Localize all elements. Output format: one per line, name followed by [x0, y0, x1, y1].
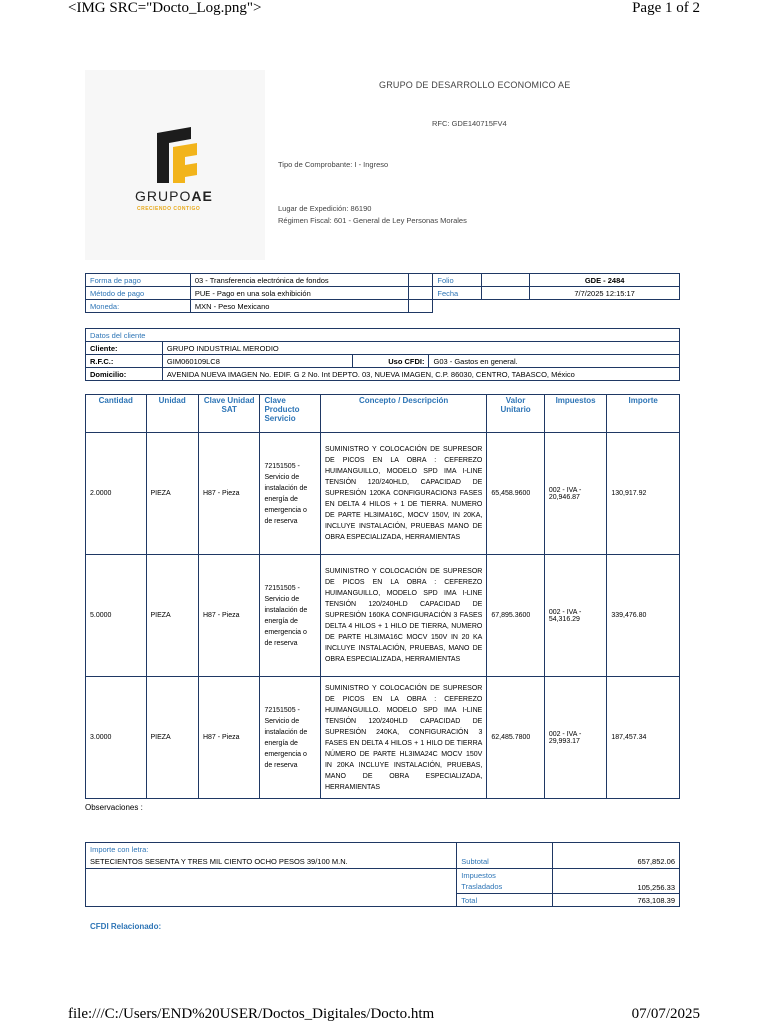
col-unidad: Unidad: [146, 395, 198, 433]
importe-letra-label: Importe con letra:: [86, 843, 457, 856]
client-rfc-value: GIM060109LC8: [162, 355, 352, 368]
total-label: Total: [457, 894, 553, 907]
page-label: Page 1 of 2: [632, 0, 700, 16]
metodo-pago-label: Método de pago: [86, 287, 191, 300]
browser-header: [68, 0, 700, 20]
observaciones-label: Observaciones :: [85, 803, 143, 812]
logo-slogan: CRECIENDO CONTIGO: [137, 206, 201, 212]
col-concepto: Concepto / Descripción: [320, 395, 486, 433]
cfdi-relacionado-label: CFDI Relacionado:: [90, 922, 162, 931]
moneda-value: MXN - Peso Mexicano: [190, 300, 409, 313]
item-clave-producto: 72151505 - Servicio de instalación de energía de emergencia o de reserva: [260, 677, 321, 799]
img-tag-text: <IMG SRC="Docto_Log.png">: [68, 0, 262, 16]
tipo-comprobante: Tipo de Comprobante: I - Ingreso: [278, 160, 389, 169]
folio-label: Folio: [433, 274, 482, 287]
item-valor: 67,895.3600: [487, 555, 544, 677]
folio-value: GDE - 2484: [530, 274, 680, 287]
item-cantidad: 2.0000: [86, 433, 147, 555]
item-clave-producto: 72151505 - Servicio de instalación de energía de emergencia o de reserva: [260, 433, 321, 555]
client-section-title: Datos del cliente: [86, 329, 680, 342]
item-clave-unidad: H87 - Pieza: [198, 433, 260, 555]
item-unidad: PIEZA: [146, 433, 198, 555]
fecha-label: Fecha: [433, 287, 482, 300]
item-clave-unidad: H87 - Pieza: [198, 555, 260, 677]
payment-table: [85, 273, 680, 313]
col-clave-unidad: Clave Unidad SAT: [198, 395, 260, 433]
col-cantidad: Cantidad: [86, 395, 147, 433]
regimen-fiscal: Régimen Fiscal: 601 - General de Ley Personas Morales: [278, 216, 467, 225]
grupo-ae-logo-icon: [151, 125, 201, 187]
domicilio-label: Domicilio:: [86, 368, 163, 381]
logo-wordmark: GRUPOAE: [135, 188, 213, 204]
item-valor: 62,485.7800: [487, 677, 544, 799]
table-row: [86, 555, 680, 677]
footer-date: 07/07/2025: [631, 1006, 700, 1022]
uso-cfdi-value: G03 - Gastos en general.: [429, 355, 680, 368]
total-value: 763,108.39: [553, 894, 680, 907]
client-rfc-label: R.F.C.:: [86, 355, 163, 368]
items-header-row: [86, 395, 680, 433]
item-clave-producto: 72151505 - Servicio de instalación de energía de emergencia o de reserva: [260, 555, 321, 677]
item-importe: 130,917.92: [607, 433, 680, 555]
item-concepto: SUMINISTRO Y COLOCACIÓN DE SUPRESOR DE PICOS EN LA OBRA : CEFEREZO HUIMANGUILLO. MODELO SPD IMA I-LINE TENSIÓN 120/240HLD CAPACIDAD DE SUPRESIÓN 240KA, CONFIGURACIÓN 3 FASES EN DELTA 4 HILOS + 1 HILO DE TIERRA NÚMERO DE PARTE HL3IMA24C MOCV 150V IN 20KA INCLUYE INSTALACIÓN, PRUEBAS, MANO DE OBRA ESPECIALIZADA, HERRAMIENTAS: [320, 677, 486, 799]
forma-pago-label: Forma de pago: [86, 274, 191, 287]
importe-letra-value: SETECIENTOS SESENTA Y TRES MIL CIENTO OCHO PESOS 39/100 M.N.: [86, 856, 457, 869]
col-valor: Valor Unitario: [487, 395, 544, 433]
col-impuestos: Impuestos: [544, 395, 607, 433]
cliente-value: GRUPO INDUSTRIAL MERODIO: [162, 342, 679, 355]
item-cantidad: 3.0000: [86, 677, 147, 799]
item-concepto: SUMINISTRO Y COLOCACIÓN DE SUPRESOR DE PICOS EN LA OBRA : CEFEREZO HUIMANGUILLO, MODELO SPD IMA I-LINE TENSIÓN 120/240HLD CAPACIDAD DE SUPRESIÓN 160KA CONFIGURACIÓN 3 FASES DELTA 4 HILOS + 1 HILO DE TIERRA, NUMERO DE PARTE HL3IMA16C MOCV 150V IN 20 KA INCLUYE INSTALACIÓN, PRUEBAS, MANO DE OBRA ESPECIALIZADA, HERRAMIENTAS: [320, 555, 486, 677]
item-cantidad: 5.0000: [86, 555, 147, 677]
col-importe: Importe: [607, 395, 680, 433]
totals-table: [85, 842, 680, 907]
forma-pago-value: 03 - Transferencia electrónica de fondos: [190, 274, 409, 287]
subtotal-value: 657,852.06: [553, 856, 680, 869]
fecha-value: 7/7/2025 12:15:17: [530, 287, 680, 300]
client-table: [85, 328, 680, 381]
item-impuestos: 002 - IVA - 29,993.17: [544, 677, 607, 799]
company-rfc: RFC: GDE140715FV4: [432, 119, 507, 128]
item-clave-unidad: H87 - Pieza: [198, 677, 260, 799]
item-valor: 65,458.9600: [487, 433, 544, 555]
impuestos-trasladados-label: Impuestos Trasladados: [457, 869, 553, 894]
item-concepto: SUMINISTRO Y COLOCACIÓN DE SUPRESOR DE PICOS EN LA OBRA : CEFEREZO HUIMANGUILLO, MODELO SPD IMA I-LINE TENSIÓN 120/240HLD, CAPACIDAD DE SUPRESIÓN 120KA CONFIGURACION3 FASES EN DELTA 4 HILOS + 1 DE TIERRA. NUMERO DE PARTE HL3IMA16C, MOCV 150V, IN 20KA, INCLUYE INSTALACIÓN, PRUEBAS MANO DE OBRA ESPECIALIZADA, HERRAMIENTAS: [320, 433, 486, 555]
table-row: [86, 433, 680, 555]
moneda-label: Moneda:: [86, 300, 191, 313]
metodo-pago-value: PUE - Pago en una sola exhibición: [190, 287, 409, 300]
item-unidad: PIEZA: [146, 555, 198, 677]
logo-panel: [85, 70, 265, 260]
cliente-label: Cliente:: [86, 342, 163, 355]
lugar-expedicion: Lugar de Expedición: 86190: [278, 204, 372, 213]
item-impuestos: 002 - IVA - 20,946.87: [544, 433, 607, 555]
domicilio-value: AVENIDA NUEVA IMAGEN No. EDIF. G 2 No. Int DEPTO. 03, NUEVA IMAGEN, C.P. 86030, CENTRO, TABASCO, México: [162, 368, 679, 381]
col-clave-producto: Clave Producto Servicio: [260, 395, 321, 433]
file-path: file:///C:/Users/END%20USER/Doctos_Digitales/Docto.htm: [68, 1006, 435, 1022]
item-impuestos: 002 - IVA - 54,316.29: [544, 555, 607, 677]
item-importe: 339,476.80: [607, 555, 680, 677]
company-name: GRUPO DE DESARROLLO ECONOMICO AE: [379, 80, 571, 90]
items-table: [85, 394, 680, 799]
uso-cfdi-label: Uso CFDI:: [352, 355, 429, 368]
subtotal-label: Subtotal: [457, 856, 553, 869]
item-unidad: PIEZA: [146, 677, 198, 799]
item-importe: 187,457.34: [607, 677, 680, 799]
impuestos-value: 105,256.33: [553, 869, 680, 894]
invoice-header: [85, 70, 680, 270]
table-row: [86, 677, 680, 799]
browser-footer: [68, 1006, 700, 1024]
